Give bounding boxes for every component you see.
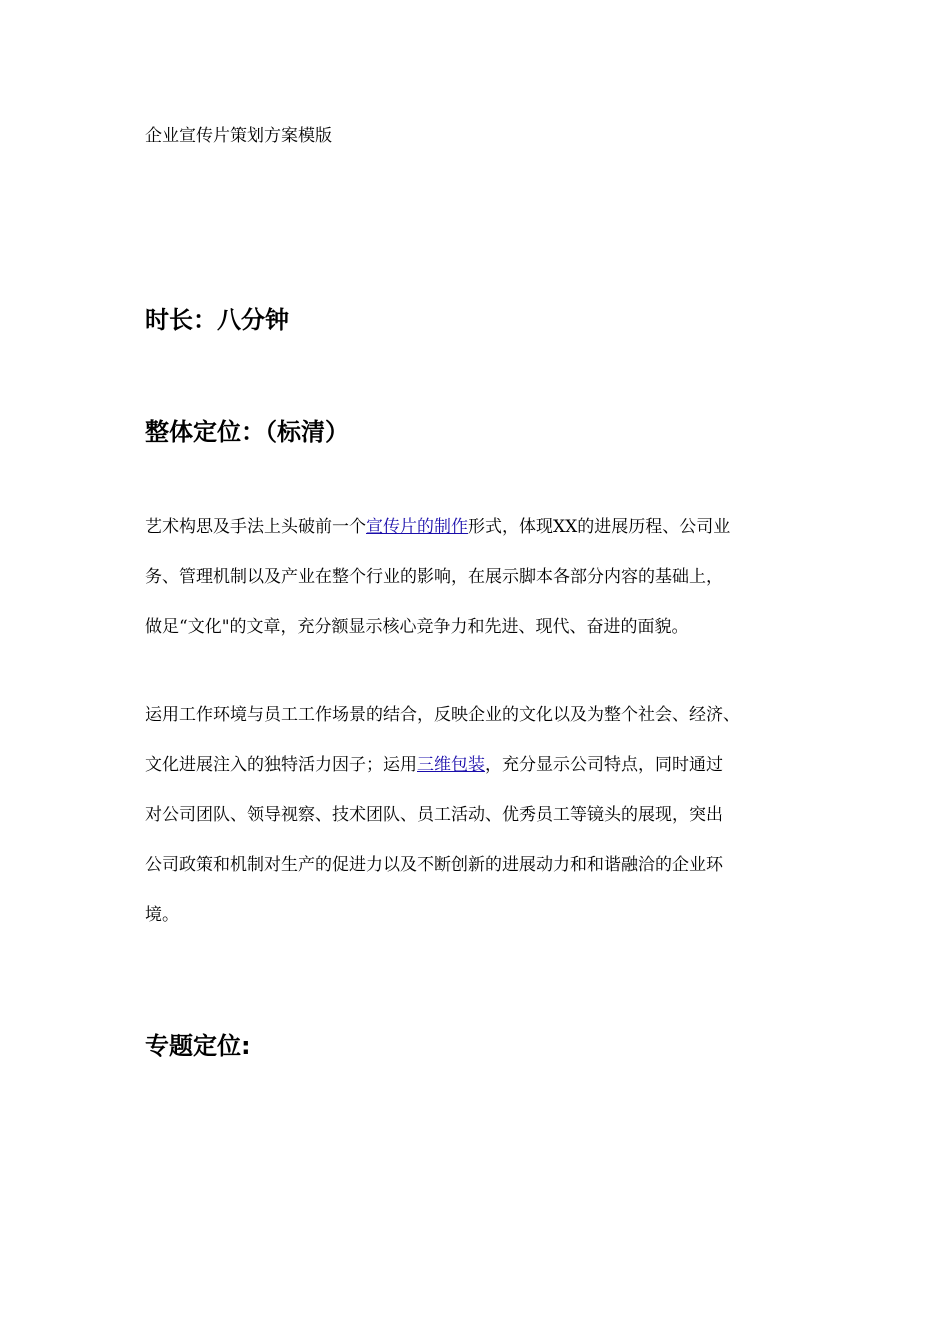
paragraph-line: 做足“文化"的文章，充分额显示核心竞争力和先进、现代、奋进的面貌。 — [145, 617, 689, 637]
text-segment: 文化进展注入的独特活力因子；运用 — [145, 755, 417, 775]
paragraph-line: 运用工作环境与员工工作场景的结合，反映企业的文化以及为整个社会、经济、 — [145, 705, 740, 725]
document-title: 企业宣传片策划方案模版 — [145, 126, 332, 146]
link-3d-packaging[interactable]: 三维包装 — [417, 755, 485, 775]
heading-duration: 时长：八分钟 — [145, 306, 289, 334]
paragraph-line: 公司政策和机制对生产的促进力以及不断创新的进展动力和和谐融洽的企业环 — [145, 855, 723, 875]
text-segment: 形式，体现XX的进展历程、公司业 — [468, 517, 731, 537]
heading-overall-positioning: 整体定位：（标清） — [145, 418, 349, 446]
text-segment: ，充分显示公司特点，同时通过 — [485, 755, 723, 775]
paragraph-line — [145, 513, 815, 563]
text-segment: 艺术构思及手法上头破前一个 — [145, 517, 366, 537]
paragraph-line: 境。 — [145, 905, 179, 925]
paragraph-line — [145, 751, 815, 801]
heading-topic-positioning: 专题定位: — [145, 1032, 251, 1060]
paragraph-line: 务、管理机制以及产业在整个行业的影响，在展示脚本各部分内容的基础上， — [145, 567, 723, 587]
paragraph-line: 对公司团队、领导视察、技术团队、员工活动、优秀员工等镜头的展现，突出 — [145, 805, 723, 825]
paragraph-concept — [145, 513, 815, 663]
link-promo-video-production[interactable]: 宣传片的制作 — [366, 517, 468, 537]
paragraph-approach — [145, 701, 815, 951]
